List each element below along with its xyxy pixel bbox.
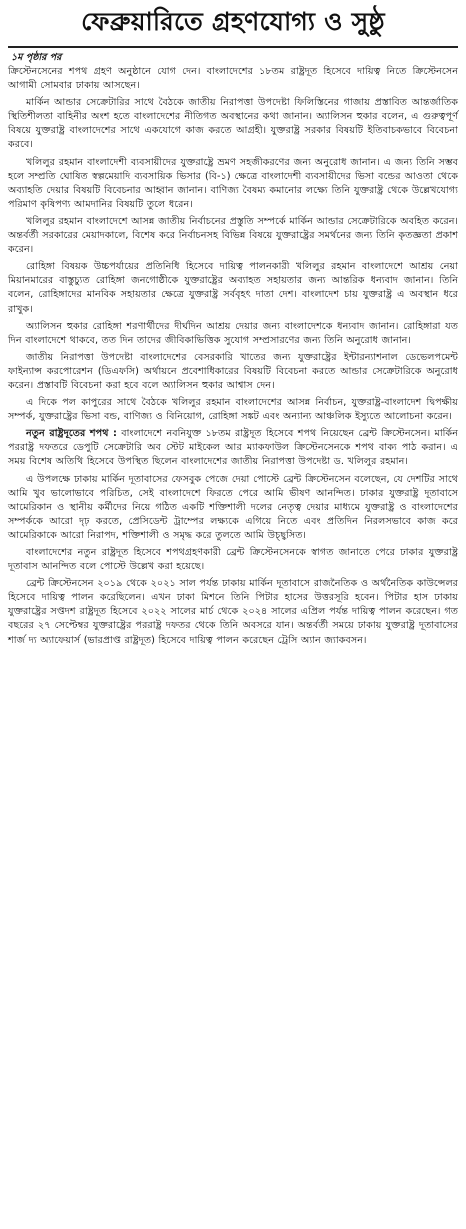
article-paragraph: এ দিকে পল কাপুরের সাথে বৈঠকে খলিলুর রহমান বাংলাদেশের আসন্ন নির্বাচন, যুক্তরাষ্ট্র-বাংলাদেশ দ্বিপক্ষীয় সম্পর্ক, যুক্তরাষ্ট্রের ভিসা বন্ড, বাণিজ্য ও বিনিয়োগ, রোহিঙ্গা সঙ্কট এবং অন্যান্য আঞ্চলিক ইস্যুতে আলোচনা করেন। <box>8 397 458 423</box>
headline-divider <box>8 46 458 48</box>
article-paragraph: মার্কিন আন্ডার সেক্রেটারির সাথে বৈঠকে জাতীয় নিরাপত্তা উপদেষ্টা ফিলিস্তিনের গাজায় প্রস্তাবিত আন্তর্জাতিক স্থিতিশীলতা বাহিনীর অংশ হতে বাংলাদেশের নীতিগত অবস্থানের কথা জানান। অ্যালিসন হুকার বলেন, এ গুরুত্বপূর্ণ বিষয়ে যুক্তরাষ্ট্র বাংলাদেশের সাথে একযোগে কাজ করতে আগ্রহী। যুক্তরাষ্ট্র সরকার বিষয়টি ইতিবাচকভাবে বিবেচনা করবে। <box>8 97 458 151</box>
section-paragraph-with-heading <box>8 427 458 469</box>
section-paragraph: বাংলাদেশের নতুন রাষ্ট্রদূত হিসেবে শপথগ্রহণকারী ব্রেন্ট ক্রিস্টেনসেনকে স্বাগত জানাতে পেরে ঢাকার যুক্তরাষ্ট্র দূতাবাস আনন্দিত বলে পোস্টে উল্লেখ করা হয়েছে। <box>8 547 458 573</box>
article-body <box>8 65 458 648</box>
section-paragraph-text: বাংলাদেশে নবনিযুক্ত ১৮তম রাষ্ট্রদূত হিসেবে শপথ নিয়েছেন ব্রেন্ট ক্রিস্টেনসেন। মার্কিন পররাষ্ট্র দফতরে ডেপুটি সেক্রেটারি অব স্টেট মাইকেল আর ম্যাকফাউল ক্রিস্টেনসেনকে শপথ বাক্য পাঠ করান। এ সময় বিশেষ অতিথি হিসেবে উপস্থিত ছিলেন বাংলাদেশের জাতীয় নিরাপত্তা উপদেষ্টা ড. খলিলুর রহমান। <box>8 428 458 468</box>
section-paragraph: ব্রেন্ট ক্রিস্টেনসেন ২০১৯ থেকে ২০২১ সাল পর্যন্ত ঢাকায় মার্কিন দূতাবাসে রাজনৈতিক ও অর্থনৈতিক কাউন্সেলর হিসেবে দায়িত্ব পালন করেছিলেন। এখন ঢাকা মিশনে তিনি পিটার হাসের উত্তরসূরি হবেন। পিটার হাস ঢাকায় যুক্তরাষ্ট্রের সপ্তদশ রাষ্ট্রদূত হিসেবে ২০২২ সালের মার্চ থেকে ২০২৪ সালের এপ্রিল পর্যন্ত দায়িত্ব পালন করেছেন। গত বছরের ২৭ সেপ্টেম্বর যুক্তরাষ্ট্রের পররাষ্ট্র দফতর থেকে তিনি অবসরে যান। অন্তর্বর্তী সময়ে ঢাকায় যুক্তরাষ্ট্র দূতাবাসের শার্জ দ্য অ্যাফেয়ার্স (ভারপ্রাপ্ত রাষ্ট্রদূত) হিসেবে দায়িত্ব পালন করেছেন ট্রেসি অ্যান জ্যাকবসন। <box>8 578 458 646</box>
article-paragraph: অ্যালিসন হুকার রোহিঙ্গা শরণার্থীদের দীর্ঘদিন আশ্রয় দেয়ার জন্য বাংলাদেশকে ধন্যবাদ জানান। রোহিঙ্গারা যত দিন বাংলাদেশে থাকবে, তত দিন তাদের জীবিকাভিত্তিক সুযোগ সম্প্রসারণের জন্য তিনি অনুরোধ জানান। <box>8 320 458 346</box>
article-headline: ফেব্রুয়ারিতে গ্রহণযোগ্য ও সুষ্ঠু <box>81 7 385 36</box>
section-heading: নতুন রাষ্ট্রদূতের শপথ : <box>26 428 117 440</box>
article-paragraph: ক্রিস্টেনসেনের শপথ গ্রহণ অনুষ্ঠানে যোগ দেন। বাংলাদেশের ১৮তম রাষ্ট্রদূত হিসেবে দায়িত্ব নিতে ক্রিস্টেনসেন আগামী সোমবার ঢাকায় আসছেন। <box>8 66 458 92</box>
article-paragraph: খলিলুর রহমান বাংলাদেশে আসন্ন জাতীয় নির্বাচনের প্রস্তুতি সম্পর্কে মার্কিন আন্ডার সেক্রেটারিকে অবহিত করেন। অন্তর্বর্তী সরকারের মেয়াদকালে, বিশেষ করে নির্বাচনসহ বিভিন্ন বিষয়ে যুক্তরাষ্ট্রের সমর্থনের জন্য তিনি কৃতজ্ঞতা প্রকাশ করেন। <box>8 215 458 256</box>
article-paragraph: জাতীয় নিরাপত্তা উপদেষ্টা বাংলাদেশের বেসরকারি খাতের জন্য যুক্তরাষ্ট্রের ইন্টারন্যাশনাল ডেভেলপমেন্ট ফাইন্যান্স করপোরেশন (ডিএফসি) অর্থায়নে প্রবেশাধিকারের বিষয়টি বিবেচনা করতে আন্ডার সেক্রেটারিকে অনুরোধ করেন। প্রস্তাবটি বিবেচনা করা হবে বলে অ্যালিসন হুকার আশ্বাস দেন। <box>8 351 458 391</box>
continued-from-label: ১ম পৃষ্ঠার পর <box>11 52 62 63</box>
section-paragraph: এ উপলক্ষে ঢাকায় মার্কিন দূতাবাসের ফেসবুক পেজে দেয়া পোস্টে ব্রেন্ট ক্রিস্টেনসেন বলেছেন, যে দেশটির সাথে আমি খুব ভালোভাবে পরিচিত, সেই বাংলাদেশে ফিরতে পেরে আমি ভীষণ আনন্দিত। ঢাকার যুক্তরাষ্ট্র দূতাবাসে আমেরিকান ও স্থানীয় কর্মীদের নিয়ে গঠিত একটি শক্তিশালী দলের নেতৃত্ব দেয়ার মাধ্যমে যুক্তরাষ্ট্র ও বাংলাদেশের সম্পর্ককে আরো দৃঢ় করতে, প্রেসিডেন্ট ট্রাম্পের লক্ষ্যকে এগিয়ে নিতে এবং প্রতিদিন নিরলসভাবে কাজ করে আমেরিকাকে আরো নিরাপদ, শক্তিশালী ও সমৃদ্ধ করে তুলতে আমি উচ্ছ্বসিত। <box>8 473 458 541</box>
article-paragraph: রোহিঙ্গা বিষয়ক উচ্চপর্যায়ের প্রতিনিধি হিসেবে দায়িত্ব পালনকারী খলিলুর রহমান বাংলাদেশে আশ্রয় নেয়া মিয়ানমারের বাস্তুচ্যুত রোহিঙ্গা জনগোষ্ঠীকে যুক্তরাষ্ট্রের অব্যাহত সহায়তার জন্য আন্তরিক ধন্যবাদ জানান। তিনি বলেন, রোহিঙ্গাদের মানবিক সহায়তার ক্ষেত্রে যুক্তরাষ্ট্র সর্ববৃহৎ দাতা দেশ। বাংলাদেশ চায় যুক্তরাষ্ট্র এ অবস্থান ধরে রাখুক। <box>8 261 458 315</box>
article-paragraph: খলিলুর রহমান বাংলাদেশী ব্যবসায়ীদের যুক্তরাষ্ট্রে ভ্রমণ সহজীকরণের জন্য অনুরোধ জানান। এ জন্য তিনি সম্ভব হলে সম্প্রতি ঘোষিত স্বল্পমেয়াদি ব্যবসায়িক ভিসার (বি-১) ক্ষেত্রে বাংলাদেশী ব্যবসায়ীদের ভিসা বন্ডের আওতা থেকে অব্যাহতি দেয়ার বিষয়টি বিবেচনার আহ্বান জানান। বাণিজ্য বৈষম্য কমানোর লক্ষ্যে তিনি যুক্তরাষ্ট্র থেকে উল্লেখযোগ্য পরিমাণ কৃষিপণ্য আমদানির বিষয়টি তুলে ধরেন। <box>8 156 458 210</box>
